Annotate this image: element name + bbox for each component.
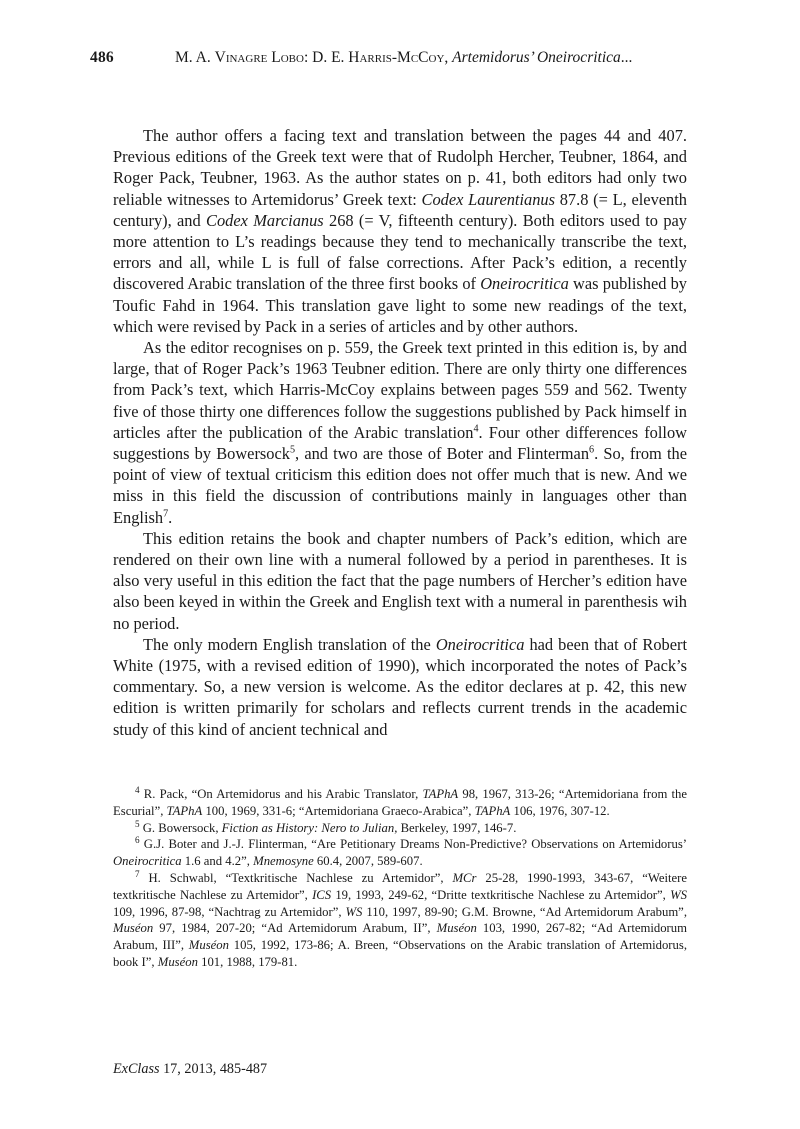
italic-run: TAPhA xyxy=(474,803,511,818)
footnote-marker: 7 xyxy=(135,868,140,879)
italic-run: Codex Marcianus xyxy=(206,210,324,230)
text-run: 110, 1997, 89-90; G.M. Browne, “Ad Artemidorum Arabum”, xyxy=(362,904,687,919)
italic-run: WS xyxy=(345,904,363,919)
running-head-author-surname: Vinagre Lobo xyxy=(214,49,304,66)
footer-journal-name: ExClass xyxy=(113,1061,160,1077)
para-4 xyxy=(113,634,687,740)
text-run: G. Bowersock, xyxy=(139,820,222,835)
footnotes-section xyxy=(113,786,687,971)
text-run: had been that of Robert White (1975, with a revised edition of 1990), which incorporated the notes of Pack’s commentary. So, a new version is welcome. As the editor declares at p. 42, this new edition is written primarily for scholars and reflects current trends in the academic study of this kind of ancient technical and xyxy=(113,634,688,739)
italic-run: TAPhA xyxy=(422,787,459,801)
text-run: 87.8 (= L, eleventh century), and xyxy=(113,189,687,230)
text-run: 25-28, 1990-1993, 343-67, “Weitere textkritische Nachlese zu Artemidor”, xyxy=(113,870,687,902)
italic-run: WS xyxy=(670,887,687,902)
page-content xyxy=(90,0,688,739)
body-text xyxy=(113,125,687,740)
text-run: 97, 1984, 207-20; “Ad Artemidorum Arabum, II”, xyxy=(153,921,437,936)
para-3 xyxy=(113,528,687,634)
running-head-ellipsis: ... xyxy=(620,49,633,66)
text-run: was published by Toufic Fahd in 1964. This translation gave light to some new readings of the text, which were revised by Pack in a series of articles and by other authors. xyxy=(113,274,688,336)
italic-run: MCr xyxy=(452,870,477,885)
para-1 xyxy=(113,125,687,337)
running-head-work-title: Artemidorus’ Oneirocritica xyxy=(452,49,621,66)
text-run: Berkeley, 1997, 146-7. xyxy=(397,820,517,835)
text-run: 101, 1988, 179-81. xyxy=(197,954,298,969)
text-run: , and two are those of Boter and Flinterman xyxy=(295,444,590,464)
text-run: . So, from the point of view of textual criticism this edition does not offer much that is new. And we miss in this field the discussion of contributions mainly in languages other than English xyxy=(113,444,687,527)
footnote-7 xyxy=(113,870,687,971)
text-run: 1.6 and 4.2”, xyxy=(181,854,254,869)
italic-run: Fiction as History: Nero to Julian, xyxy=(221,820,398,835)
text-run: 98, 1967, 313-26; “Artemidoriana from the Escurial”, xyxy=(113,787,688,818)
running-head-comma: , xyxy=(444,49,453,66)
footer-citation: 17, 2013, 485-487 xyxy=(159,1061,268,1077)
text-run: This edition retains the book and chapter numbers of Pack’s edition, which are rendered on their own line with a numeral followed by a period in parentheses. It is also very useful in this edition the fact that the page numbers of Hercher’s edition have also been keyed in within the Greek and English text with a numeral in parenthesis wih no period. xyxy=(113,528,687,633)
footnote-reference-marker: 6 xyxy=(589,444,595,456)
text-run: 100, 1969, 331-6; “Artemidoriana Graeco-Arabica”, xyxy=(202,803,475,818)
text-run: . xyxy=(168,507,173,527)
para-2 xyxy=(113,337,687,528)
text-run: 103, 1990, 267-82; “Ad Artemidorum Arabum, III”, xyxy=(113,921,687,953)
text-run: As the editor recognises on p. 559, the Greek text printed in this edition is, by and large, that of Roger Pack’s 1963 Teubner edition. There are only thirty one differences from Pack’s text, which Harris-McCoy explains between pages 559 and 562. Twenty five of those thirty one differences follow the suggestions published by Pack himself in articles after the publication of the Arabic translation xyxy=(113,338,687,442)
italic-run: Oneirocritica xyxy=(435,634,525,654)
text-run: 19, 1993, 249-62, “Dritte textkritische Nachlese zu Artemidor”, xyxy=(331,887,671,902)
italic-run: TAPhA xyxy=(166,803,203,818)
text-run: 105, 1992, 173-86; A. Breen, “Observations on the Arabic translation of Artemidorus, book I”, xyxy=(113,938,687,969)
text-run: 268 (= V, fifteenth century). Both editors used to pay more attention to L’s readings because they tend to mechanically transcribe the text, errors and all, while L is full of false corrections. After Pack’s edition, a recently discovered Arabic translation of the three first books of xyxy=(113,210,687,294)
footnote-marker: 4 xyxy=(135,784,140,795)
running-head-reviewed-initials: D. E. xyxy=(312,49,349,66)
text-run: 60.4, 2007, 589-607. xyxy=(313,854,423,869)
italic-run: Oneirocritica xyxy=(480,274,569,294)
text-run: H. Schwabl, “Textkritische Nachlese zu Artemidor”, xyxy=(139,870,453,885)
italic-run: Muséon xyxy=(113,921,154,936)
text-run: 106, 1976, 307-12. xyxy=(510,803,610,818)
text-run: The author offers a facing text and translation between the pages 44 and 407. Previous editions of the Greek text were that of Rudolph Hercher, Teubner, 1864, and Roger Pack, Teubner, 1963. As the author states on p. 41, both editors had only two reliable witnesses to Artemidorus’ Greek text: xyxy=(113,126,687,209)
footnote-6 xyxy=(113,836,687,870)
italic-run: Oneirocritica xyxy=(113,854,182,869)
footnote-reference-marker: 4 xyxy=(473,423,479,435)
page-folio-number: 486 xyxy=(90,49,114,66)
running-head-author-initials: M. A. xyxy=(175,49,215,66)
footnote-reference-marker: 5 xyxy=(289,444,296,456)
footnote-5 xyxy=(113,820,687,837)
italic-run: ICS xyxy=(312,887,332,902)
italic-run: Codex Laurentianus xyxy=(421,189,555,209)
footnote-reference-marker: 7 xyxy=(163,508,169,520)
italic-run: Muséon xyxy=(436,921,477,936)
running-head-reviewed-surname: Harris-McCoy xyxy=(348,49,445,66)
text-run: . Four other differences follow suggestions by Bowersock xyxy=(113,422,687,464)
footnote-marker: 6 xyxy=(135,835,140,846)
running-head-separator: : xyxy=(303,49,313,66)
running-head-text xyxy=(175,47,632,69)
footnote-4 xyxy=(113,786,687,820)
italic-run: Mnemosyne xyxy=(253,854,314,869)
text-run: 109, 1996, 87-98, “Nachtrag zu Artemidor”, xyxy=(113,904,346,919)
text-run: R. Pack, “On Artemidorus and his Arabic Translator, xyxy=(139,787,423,801)
text-run: G.J. Boter and J.-J. Flinterman, “Are Petitionary Dreams Non-Predictive? Observations on Artemidorus’ xyxy=(139,837,687,852)
running-head xyxy=(90,47,687,69)
footnote-marker: 5 xyxy=(135,818,140,829)
italic-run: Muséon xyxy=(157,954,198,969)
italic-run: Muséon xyxy=(188,938,229,953)
page-footer xyxy=(113,1060,267,1078)
text-run: The only modern English translation of the xyxy=(143,634,436,654)
